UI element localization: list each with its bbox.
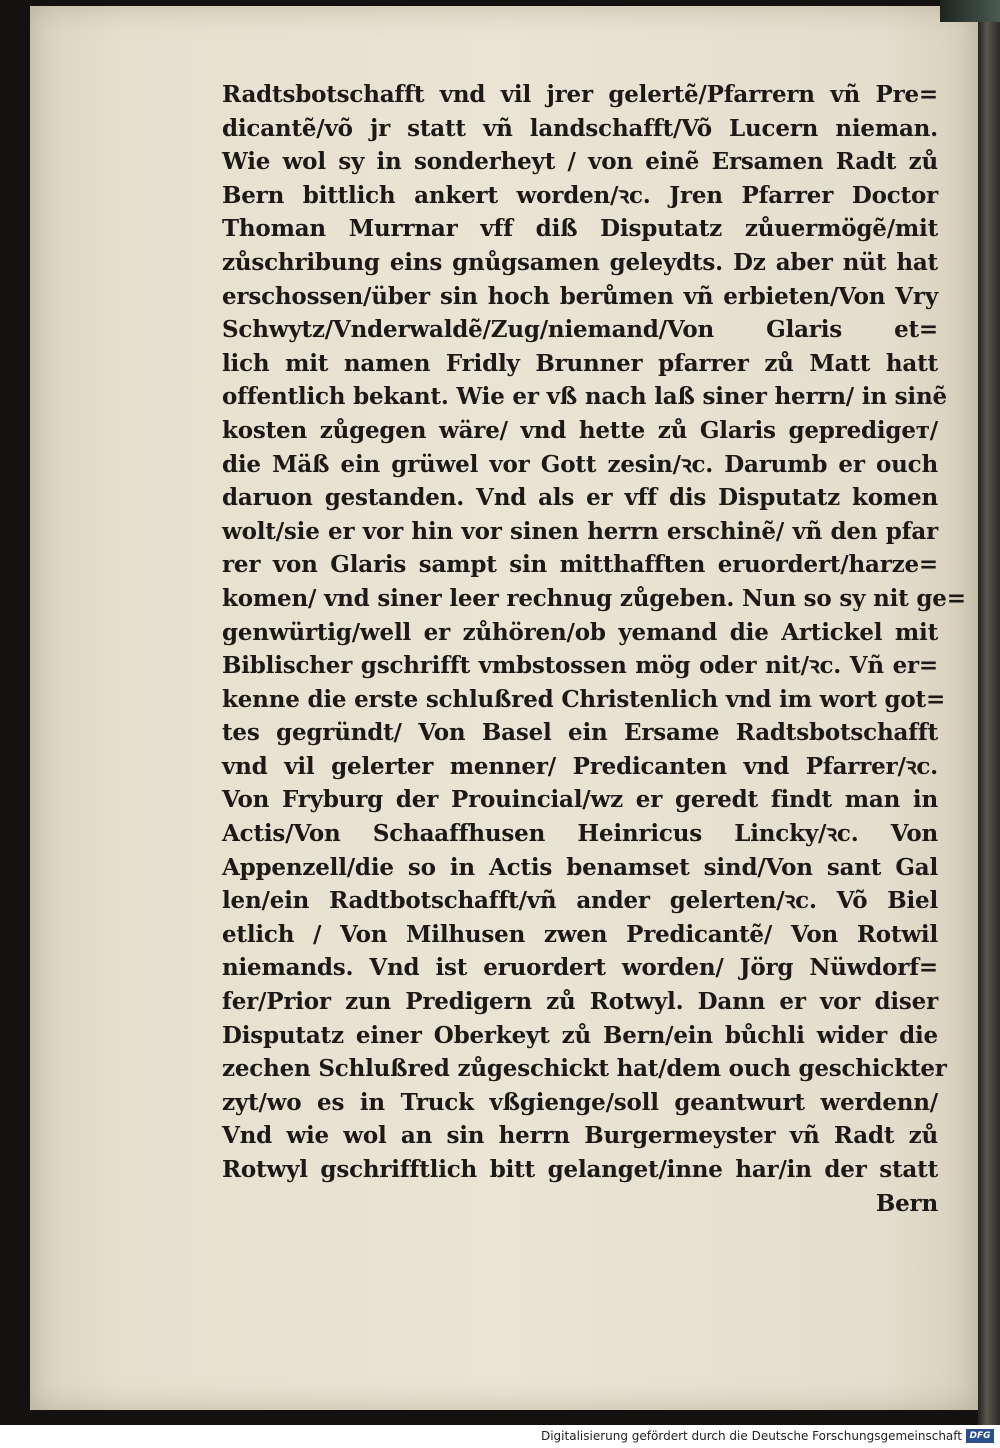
text-line: erschossen/über sin hoch berůmen vñ erbieten/Von Vry	[222, 282, 938, 310]
funding-credit: Digitalisierung gefördert durch die Deutsche Forschungsgemeinschaft	[540, 1429, 962, 1443]
text-line: zůschribung eins gnůgsamen geleydts. Dz aber nüt hat	[222, 248, 938, 276]
text-line: kosten zůgegen wäre/ vnd hette zů Glaris gepredigет/	[222, 416, 938, 444]
dfg-logo-icon: DFG	[966, 1429, 994, 1443]
text-line: niemands. Vnd ist eruordert worden/ Jörg Nüwdorf=	[222, 954, 938, 982]
text-line: komen/ vnd siner leer rechnug zůgeben. Nun so sy nit ge=	[222, 584, 966, 612]
text-line: genwürtig/well er zůhören/ob yemand die Artickel mit	[222, 618, 938, 646]
text-line: tes gegründt/ Von Basel ein Ersame Radtsbotschafft	[222, 719, 938, 747]
text-line: fer/Prior zun Predigern zů Rotwyl. Dann er vor diser	[222, 988, 938, 1016]
text-line: rer von Glaris sampt sin mitthafften eruordert/harze=	[222, 551, 938, 579]
text-line: die Mäß ein grüwel vor Gott zesin/ꝛc. Darumb er ouch	[222, 450, 938, 478]
text-line: Biblischer gschrifft vmbstossen mög oder nit/ꝛc. Vñ er=	[222, 652, 938, 680]
text-line: daruon gestanden. Vnd als er vff dis Disputatz komen	[222, 484, 938, 512]
text-line: Actis/Von Schaaffhusen Heinricus Lincky/ꝛc. Von	[222, 820, 938, 848]
text-line: vnd vil gelerter menner/ Predicanten vnd Pfarrer/ꝛc.	[222, 752, 938, 780]
text-line: Thoman Murrnar vff diß Disputatz zůuermögẽ/mit	[222, 215, 938, 243]
text-line: etlich / Von Milhusen zwen Predicantẽ/ Von Rotwil	[222, 920, 938, 948]
text-line: Vnd wie wol an sin herrn Burgermeyster vñ Radt zů	[222, 1122, 938, 1150]
book-edge	[978, 0, 1000, 1425]
text-line: offentlich bekant. Wie er vß nach laß siner herrn/ in sinẽ	[222, 383, 947, 411]
catchword: Bern	[875, 1189, 938, 1217]
text-line: Radtsbotschafft vnd vil jrer gelertẽ/Pfarrern vñ Pre=	[222, 81, 938, 108]
text-line: Bern bittlich ankert worden/ꝛc. Jren Pfarrer Doctor	[222, 181, 938, 209]
text-line: len/ein Radtbotschafft/vñ ander gelerten/ꝛc. Võ Biel	[222, 887, 938, 915]
text-line: zyt/wo es in Truck vßgienge/soll geantwurt werdenn/	[222, 1088, 938, 1116]
text-line: Von Fryburg der Prouincial/wz er geredt findt man in	[222, 786, 938, 814]
text-line: Schwytz/Vnderwaldẽ/Zug/niemand/Von Glaris et=	[222, 316, 938, 344]
text-line: kenne die erste schlußred Christenlich vnd im wort got=	[222, 685, 946, 713]
text-line: Wie wol sy in sonderheyt / von einẽ Ersamen Radt zů	[222, 148, 938, 176]
text-line: lich mit namen Fridly Brunner pfarrer zů Matt hatt	[222, 349, 938, 377]
text-line: wolt/sie er vor hin vor sinen herrn erschinẽ/ vñ den pfar	[222, 517, 938, 545]
page-text-block	[222, 78, 966, 1220]
text-line: Rotwyl gschrifftlich bitt gelanget/inne har/in der statt	[222, 1156, 938, 1183]
text-line: zechen Schlußred zůgeschickt hat/dem ouch geschickter	[222, 1055, 947, 1083]
text-line: dicantẽ/võ jr statt vñ landschafft/Võ Lucern nieman.	[222, 114, 938, 142]
text-line: Disputatz einer Oberkeyt zů Bern/ein bůchli wider die	[222, 1021, 938, 1049]
text-line: Appenzell/die so in Actis benamset sind/Von sant Gal	[222, 853, 938, 881]
scan-corner	[940, 0, 1000, 22]
